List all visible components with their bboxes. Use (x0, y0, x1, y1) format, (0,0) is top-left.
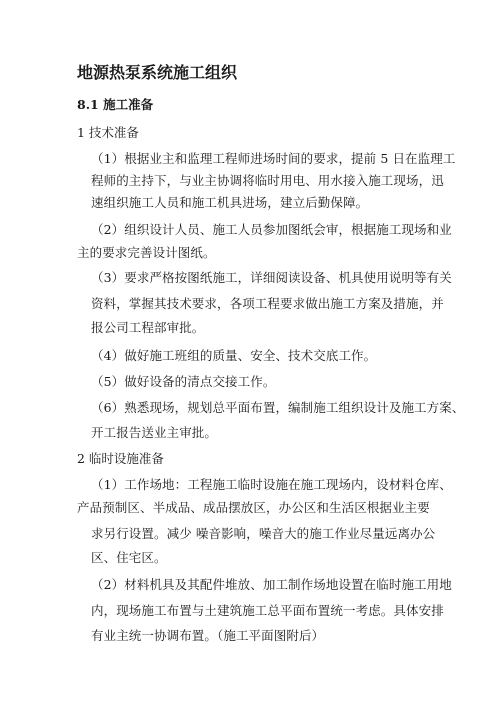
paragraph-line: 速组织施工人员和施工机具进场，建立后勤保障。 (91, 195, 369, 210)
paragraph-line: 区、住宅区。 (91, 550, 167, 565)
subheading-temporary-facilities: 2 临时设施准备 (77, 451, 164, 466)
paragraph-line: 产品预制区、半成品、成品摆放区，办公区和生活区根据业主要 (77, 500, 430, 515)
paragraph-line: 资料，掌握其技术要求，各项工程要求做出施工方案及措施，并 (91, 296, 444, 311)
paragraph-line: 主的要求完善设计图纸。 (77, 245, 216, 260)
paragraph-line: 报公司工程部审批。 (91, 320, 205, 335)
paragraph-line: （2）组织设计人员、施工人员参加图纸会审，根据施工现场和业 (91, 222, 452, 237)
section-heading: 8.1 施工准备 (77, 97, 154, 112)
paragraph-line: 开工报告送业主审批。 (91, 425, 218, 440)
paragraph-line: 有业主统一协调布置。（施工平面图附后） (91, 628, 325, 643)
paragraph-line: （4）做好施工班组的质量、安全、技术交底工作。 (91, 348, 377, 363)
subheading-technical-preparation: 1 技术准备 (77, 125, 139, 140)
paragraph-line: （1）工作场地：工程施工临时设施在施工现场内，设材料仓库、 (91, 477, 452, 492)
paragraph-line: （2）材料机具及其配件堆放、加工制作场地设置在临时施工用地 (91, 577, 452, 592)
paragraph-line: （3）要求严格按图纸施工，详细阅读设备、机具使用说明等有关 (91, 270, 452, 285)
document-title: 地源热泵系统施工组织 (77, 63, 238, 82)
paragraph-line: 求另行设置。减少 噪音影响，噪音大的施工作业尽量远离办公 (91, 526, 436, 541)
paragraph-line: （5）做好设备的清点交接工作。 (91, 374, 276, 389)
paragraph-line: 程师的主持下，与业主协调将临时用电、用水接入施工现场，迅 (91, 173, 444, 188)
paragraph-line: 内，现场施工布置与土建筑施工总平面布置统一考虑。具体安排 (91, 603, 444, 618)
paragraph-line: （6）熟悉现场，规划总平面布置，编制施工组织设计及施工方案、 (91, 400, 465, 415)
paragraph-line: （1）根据业主和监理工程师进场时间的要求，提前 5 日在监理工 (91, 151, 456, 166)
